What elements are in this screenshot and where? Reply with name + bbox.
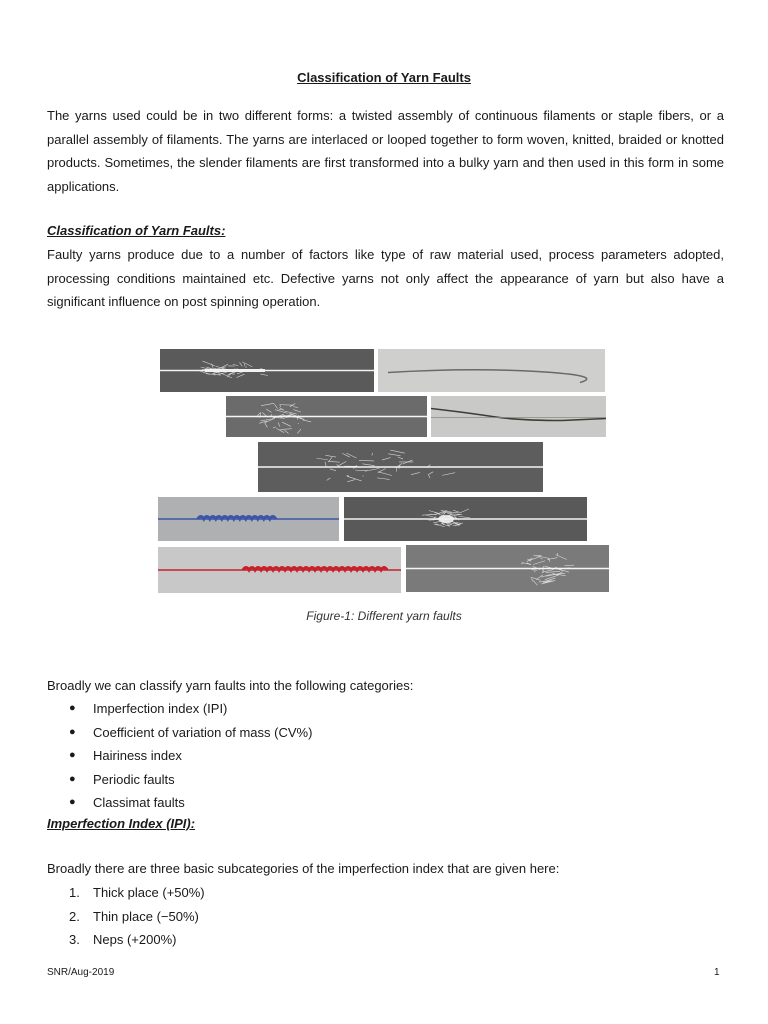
document-title: Classification of Yarn Faults (297, 70, 471, 85)
figure-caption: Figure-1: Different yarn faults (306, 609, 462, 623)
ipi-list (47, 881, 205, 952)
bullet-icon: ● (69, 725, 76, 738)
yarn-photo-dark-twist (431, 396, 606, 437)
list-item: ● Classimat faults (47, 791, 312, 815)
list-item: 3. Neps (+200%) (69, 932, 177, 947)
intro-paragraph: The yarns used could be in two different forms: a twisted assembly of continuous filaments or staple fibers, or a parallel assembly of filaments. The yarns are interlaced or looped together to form woven, knitted, braided or knotted products. Sometimes, the slender filaments are first transformed into a bulky yarn and then used in this form in some applications. (47, 108, 724, 194)
yarn-photo-thick-place (160, 349, 374, 392)
bullet-icon: ● (69, 702, 76, 714)
list-item: ● Hairiness index (47, 744, 312, 768)
section-heading-classification: Classification of Yarn Faults: (47, 223, 226, 238)
yarn-photo-nep (344, 497, 587, 541)
list-item: ● Periodic faults (47, 768, 312, 792)
section-heading-ipi: Imperfection Index (IPI): (47, 816, 196, 831)
ipi-intro: Broadly there are three basic subcategories of the imperfection index that are given here: (47, 861, 560, 876)
bullet-icon: ● (69, 796, 76, 808)
list-item: 1. Thick place (+50%) (69, 885, 205, 900)
categories-intro: Broadly we can classify yarn faults into the following categories: (47, 678, 414, 693)
page-number: 1 (714, 967, 720, 978)
yarn-photo-red-fibre (158, 547, 401, 593)
list-item: ● Coefficient of variation of mass (CV%) (47, 721, 312, 745)
yarn-photo-blue-fibre (158, 497, 339, 541)
classification-paragraph: Faulty yarns produce due to a number of factors like type of raw material used, process parameters adopted, processing conditions maintained etc. Defective yarns not only affect the appearance of yarn but also have a significant influence on post spinning operation. (47, 247, 724, 309)
yarn-photo-hairy (406, 545, 609, 592)
yarn-photo-thin-strand (378, 349, 605, 392)
list-item: 2. Thin place (−50%) (69, 908, 199, 924)
bullet-icon: ● (69, 749, 76, 761)
yarn-photo-long-slub (258, 442, 543, 492)
footer-reference: SNR/Aug-2019 (47, 967, 115, 978)
bullet-icon: ● (69, 772, 76, 785)
yarn-photo-slub-fluff (226, 396, 427, 437)
list-item: ● Imperfection index (IPI) (47, 697, 312, 721)
categories-list (47, 697, 312, 815)
